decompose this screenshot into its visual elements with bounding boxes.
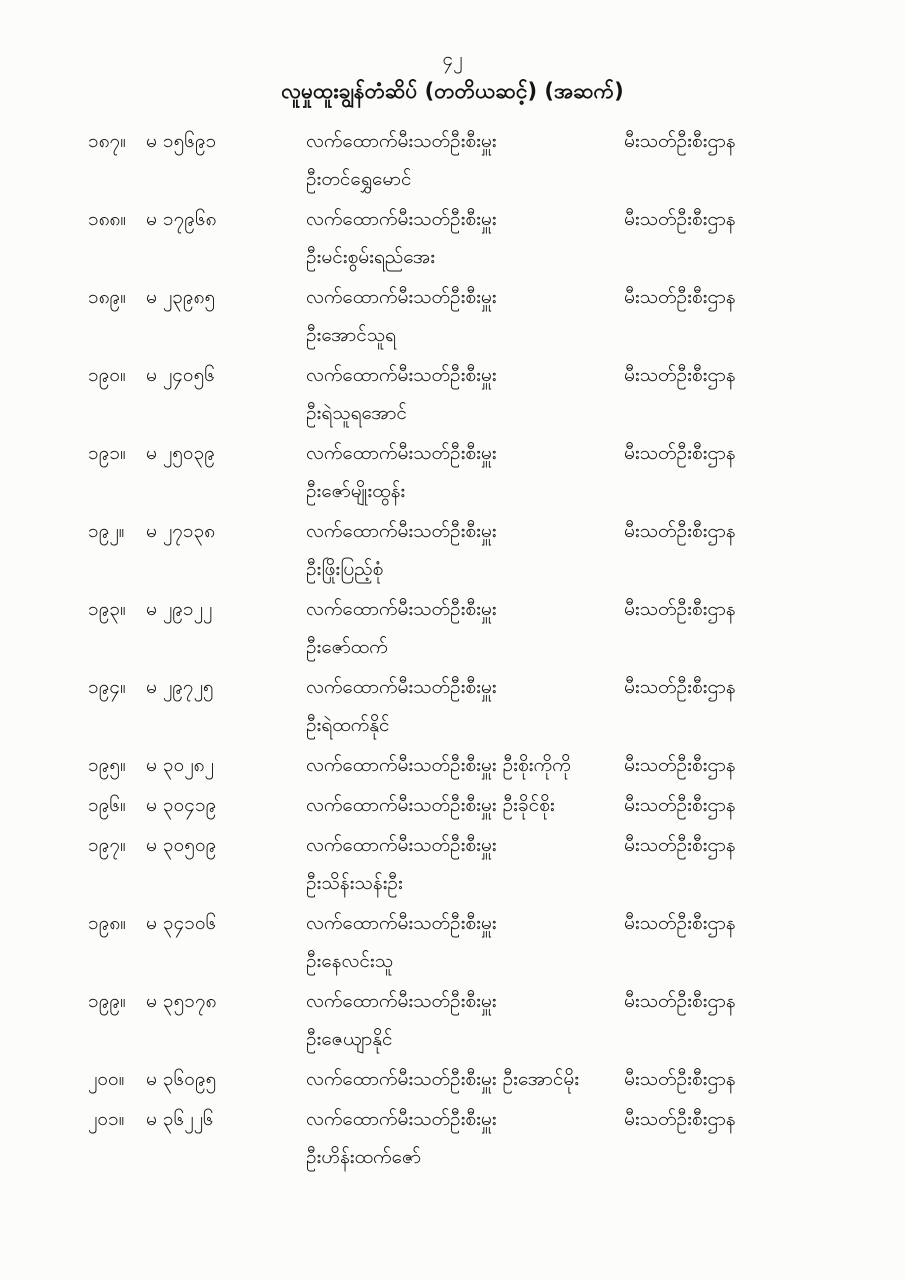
position-title: လက်ထောက်မီးသတ်ဦးစီးမှူး	[306, 442, 497, 464]
entry-id: မ ၃၆၀၉၅	[146, 1068, 217, 1090]
entry-position-cell	[306, 746, 624, 784]
person-name: ဦးဇေယျာနိုင်	[306, 1028, 393, 1050]
table-row	[0, 356, 905, 432]
entry-id: မ ၂၃၉၈၅	[146, 286, 216, 308]
person-name: ဦးဇော်ထက်	[306, 636, 388, 658]
entry-number: ၁၉၁။	[88, 442, 126, 464]
entry-id: မ ၃၀၄၁၉	[146, 794, 217, 816]
entry-position-cell	[306, 356, 624, 432]
entry-number: ၂၀၀။	[88, 1068, 125, 1090]
table-row	[0, 278, 905, 354]
person-name: ဦးမင်းစွမ်းရည်အေး	[306, 246, 436, 268]
entry-number: ၁၉၇။	[88, 834, 126, 856]
entry-position-cell	[306, 982, 624, 1058]
position-title: လက်ထောက်မီးသတ်ဦးစီးမှူး	[306, 1068, 497, 1090]
entry-position-cell	[306, 434, 624, 510]
entry-department: မီးသတ်ဦးစီးဌာန	[624, 834, 736, 856]
table-row	[0, 1100, 905, 1176]
entry-position-cell	[306, 668, 624, 744]
entry-number: ၁၈၈။	[88, 208, 127, 230]
person-name: ဦးရဲထက်နိုင်	[306, 714, 390, 736]
table-row	[0, 200, 905, 276]
person-name: ဦးသိန်းသန်းဦး	[306, 872, 403, 894]
person-name: ဦးခိုင်စိုး	[496, 794, 555, 816]
entry-id: မ ၃၆၂၂၆	[146, 1108, 214, 1130]
entry-department: မီးသတ်ဦးစီးဌာန	[624, 364, 736, 386]
entry-number: ၁၉၀။	[88, 364, 126, 386]
entry-department: မီးသတ်ဦးစီးဌာန	[624, 130, 736, 152]
entry-number: ၁၉၂။	[88, 520, 125, 542]
entry-position-cell	[306, 122, 624, 198]
entry-position-cell	[306, 1100, 624, 1176]
position-title: လက်ထောက်မီးသတ်ဦးစီးမှူး	[306, 1108, 497, 1130]
entry-department: မီးသတ်ဦးစီးဌာန	[624, 1108, 736, 1130]
table-row	[0, 1060, 905, 1098]
position-title: လက်ထောက်မီးသတ်ဦးစီးမှူး	[306, 520, 497, 542]
position-title: လက်ထောက်မီးသတ်ဦးစီးမှူး	[306, 990, 497, 1012]
table-row	[0, 668, 905, 744]
person-name: ဦးအောင်သူရ	[306, 324, 397, 346]
person-name: ဦးဇော်မျိုးထွန်း	[306, 480, 406, 502]
entry-number: ၁၉၆။	[88, 794, 126, 816]
table-row	[0, 826, 905, 902]
page-title: လူမှုထူးချွန်တံဆိပ် (တတိယဆင့်) (အဆက်)	[281, 79, 624, 103]
entry-id: မ ၁၇၉၆၈	[146, 208, 217, 230]
position-title: လက်ထောက်မီးသတ်ဦးစီးမှူး	[306, 912, 497, 934]
entry-position-cell	[306, 904, 624, 980]
entry-department: မီးသတ်ဦးစီးဌာန	[624, 442, 736, 464]
entry-position-cell	[306, 512, 624, 588]
person-name: ဦးရဲသူရအောင်	[306, 402, 407, 424]
entry-id: မ ၂၅၀၃၉	[146, 442, 215, 464]
entry-number: ၁၈၉။	[88, 286, 126, 308]
entry-department: မီးသတ်ဦးစီးဌာန	[624, 598, 736, 620]
table-row	[0, 512, 905, 588]
entry-department: မီးသတ်ဦးစီးဌာန	[624, 794, 736, 816]
person-name: ဦးဖြိုးပြည့်စုံ	[306, 558, 384, 580]
entry-department: မီးသတ်ဦးစီးဌာန	[624, 520, 736, 542]
entry-position-cell	[306, 786, 624, 824]
position-title: လက်ထောက်မီးသတ်ဦးစီးမှူး	[306, 598, 497, 620]
entry-department: မီးသတ်ဦးစီးဌာန	[624, 286, 736, 308]
entry-position-cell	[306, 200, 624, 276]
person-name: ဦးနေလင်းသူ	[306, 950, 394, 972]
entry-department: မီးသတ်ဦးစီးဌာန	[624, 1068, 736, 1090]
entry-department: မီးသတ်ဦးစီးဌာန	[624, 208, 736, 230]
entry-id: မ ၂၉၁၂၂	[146, 598, 213, 620]
page-number: ၄၂	[442, 48, 463, 70]
position-title: လက်ထောက်မီးသတ်ဦးစီးမှူး	[306, 130, 497, 152]
entry-id: မ ၂၉၇၂၅	[146, 676, 214, 698]
person-name: ဦးစိုးကိုကို	[496, 754, 571, 776]
table-row	[0, 982, 905, 1058]
entry-number: ၁၈၇။	[88, 130, 126, 152]
entry-position-cell	[306, 1060, 624, 1098]
table-row	[0, 786, 905, 824]
position-title: လက်ထောက်မီးသတ်ဦးစီးမှူး	[306, 364, 497, 386]
table-row	[0, 122, 905, 198]
position-title: လက်ထောက်မီးသတ်ဦးစီးမှူး	[306, 676, 497, 698]
entry-department: မီးသတ်ဦးစီးဌာန	[624, 676, 736, 698]
table-row	[0, 746, 905, 784]
table-row	[0, 590, 905, 666]
table-row	[0, 904, 905, 980]
entry-id: မ ၁၅၆၉၁	[146, 130, 217, 152]
entry-department: မီးသတ်ဦးစီးဌာန	[624, 754, 736, 776]
entry-number: ၁၉၈။	[88, 912, 126, 934]
position-title: လက်ထောက်မီးသတ်ဦးစီးမှူး	[306, 834, 497, 856]
entry-position-cell	[306, 590, 624, 666]
entry-position-cell	[306, 826, 624, 902]
entry-number: ၁၉၉။	[88, 990, 126, 1012]
entry-id: မ ၃၄၁၀၆	[146, 912, 217, 934]
entry-id: မ ၃၅၁၇၈	[146, 990, 217, 1012]
entry-id: မ ၃၀၂၈၂	[146, 754, 214, 776]
entry-id: မ ၂၄၀၅၆	[146, 364, 215, 386]
position-title: လက်ထောက်မီးသတ်ဦးစီးမှူး	[306, 208, 497, 230]
position-title: လက်ထောက်မီးသတ်ဦးစီးမှူး	[306, 794, 497, 816]
entry-department: မီးသတ်ဦးစီးဌာန	[624, 912, 736, 934]
position-title: လက်ထောက်မီးသတ်ဦးစီးမှူး	[306, 286, 497, 308]
person-name: ဦးအောင်မိုး	[496, 1068, 580, 1090]
entry-number: ၁၉၄။	[88, 676, 126, 698]
entry-position-cell	[306, 278, 624, 354]
entry-number: ၁၉၅။	[88, 754, 126, 776]
entry-number: ၂၀၁။	[88, 1108, 125, 1130]
position-title: လက်ထောက်မီးသတ်ဦးစီးမှူး	[306, 754, 497, 776]
entry-id: မ ၂၇၁၃၈	[146, 520, 216, 542]
entry-department: မီးသတ်ဦးစီးဌာန	[624, 990, 736, 1012]
entry-number: ၁၉၃။	[88, 598, 126, 620]
person-name: ဦးတင်ရွှေမောင်	[306, 168, 412, 190]
entry-id: မ ၃၀၅၀၉	[146, 834, 217, 856]
person-name: ဦးဟိန်းထက်ဇော်	[306, 1146, 422, 1168]
entries-list	[0, 122, 905, 1176]
table-row	[0, 434, 905, 510]
